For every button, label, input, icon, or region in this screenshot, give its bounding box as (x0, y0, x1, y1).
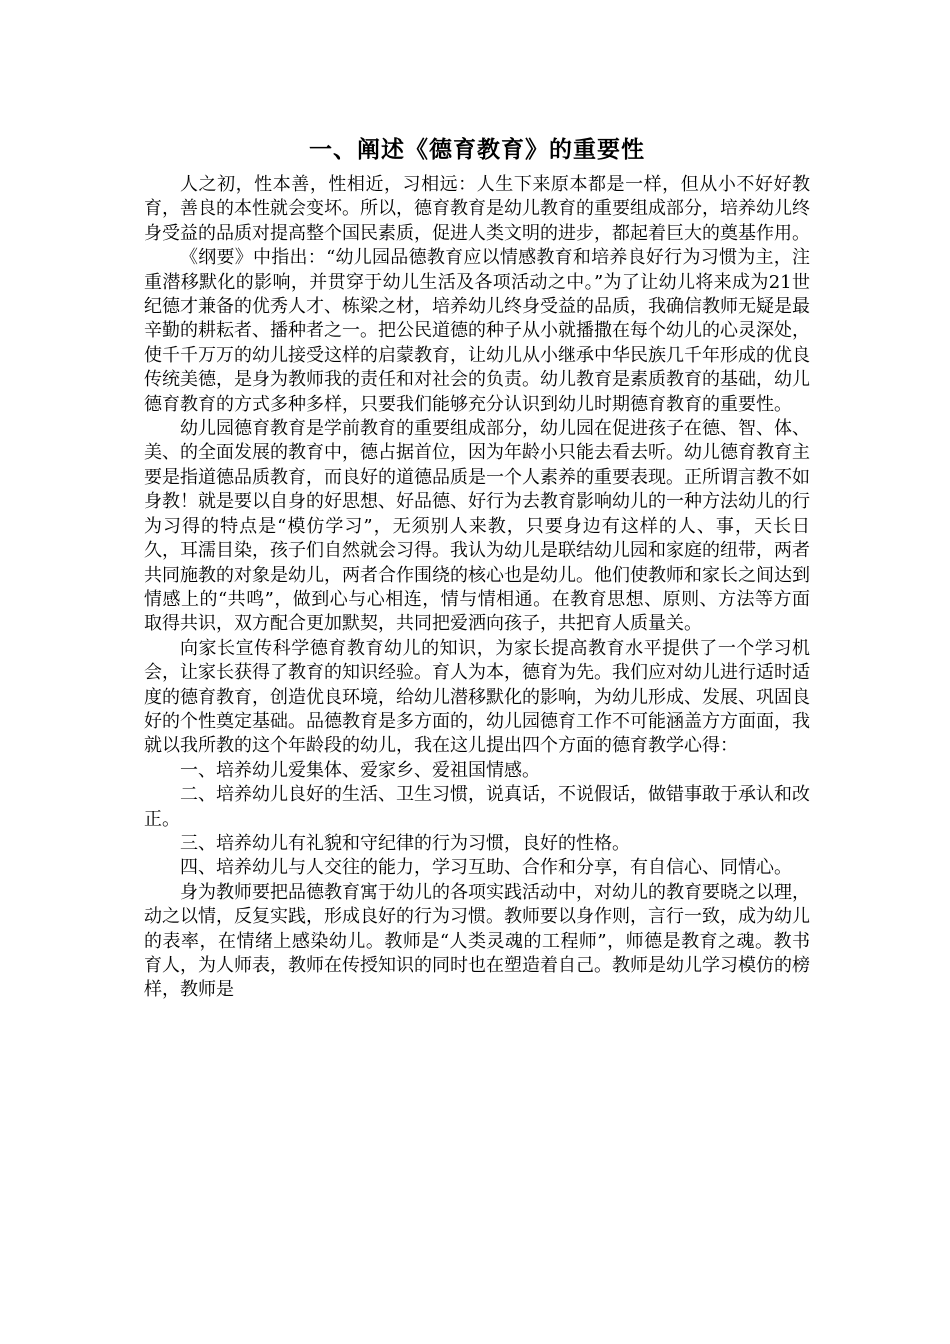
paragraph-teacher-role: 身为教师要把品德教育寓于幼儿的各项实践活动中，对幼儿的教育要晓之以理，动之以情，反复实践，形成良好的行为习惯。教师要以身作则，言行一致，成为幼儿的表率，在情绪上感染幼儿。教师是“人类灵魂的工程师”，师德是教育之魂。教书育人，为人师表，教师在传授知识的同时也在塑造着自己。教师是幼儿学习模仿的榜样，教师是 (144, 881, 810, 1001)
paragraph-importance-intro: 人之初，性本善，性相近，习相远：人生下来原本都是一样，但从小不好好教育，善良的本性就会变坏。所以，德育教育是幼儿教育的重要组成部分，培养幼儿终身受益的品质对提高整个国民素质，促进人类文明的进步，都起着巨大的奠基作用。 (144, 174, 810, 244)
list-item-point-2: 二、培养幼儿良好的生活、卫生习惯，说真话，不说假话，做错事敢于承认和改正。 (144, 784, 810, 830)
document-body (144, 133, 810, 1003)
paragraph-kindergarten-moral-education: 幼儿园德育教育是学前教育的重要组成部分，幼儿园在促进孩子在德、智、体、美、的全面发展的教育中，德占据首位，因为年龄小只能去看去听。幼儿德育教育主要是指道德品质教育，而良好的道德品质是一个人素养的重要表现。正所谓言教不如身教！就是要以自身的好思想、好品德、好行为去教育影响幼儿的一种方法幼儿的行为习得的特点是“模仿学习”，无须别人来教，只要身边有这样的人、事，天长日久，耳濡目染，孩子们自然就会习得。我认为幼儿是联结幼儿园和家庭的纽带，两者共同施教的对象是幼儿，两者合作围绕的核心也是幼儿。他们使教师和家长之间达到情感上的“共鸣”，做到心与心相连，情与情相通。在教育思想、原则、方法等方面取得共识，双方配合更加默契，共同把爱洒向孩子，共把育人质量关。 (144, 418, 810, 635)
list-item-point-3: 三、培养幼儿有礼貌和守纪律的行为习惯，良好的性格。 (180, 832, 630, 854)
list-item-point-4: 四、培养幼儿与人交往的能力，学习互助、合作和分享，有自信心、同情心。 (180, 857, 792, 879)
paragraph-parent-outreach: 向家长宣传科学德育教育幼儿的知识，为家长提高教育水平提供了一个学习机会，让家长获得了教育的知识经验。育人为本，德育为先。我们应对幼儿进行适时适度的德育教育，创造优良环境，给幼儿潜移默化的影响，为幼儿形成、发展、巩固良好的个性奠定基础。品德教育是多方面的，幼儿园德育工作不可能涵盖方方面面，我就以我所教的这个年龄段的幼儿，我在这儿提出四个方面的德育教学心得： (144, 637, 810, 757)
paragraph-outline-quote: 《纲要》中指出：“幼儿园品德教育应以情感教育和培养良好行为习惯为主，注重潜移默化的影响，并贯穿于幼儿生活及各项活动之中。”为了让幼儿将来成为21世纪德才兼备的优秀人才、栋梁之材，培养幼儿终身受益的品质，我确信教师无疑是最辛勤的耕耘者、播种者之一。把公民道德的种子从小就播撒在每个幼儿的心灵深处，使千千万万的幼儿接受这样的启蒙教育，让幼儿从小继承中华民族几千年形成的优良传统美德，是身为教师我的责任和对社会的负责。幼儿教育是素质教育的基础，幼儿德育教育的方式多种多样，只要我们能够充分认识到幼儿时期德育教育的重要性。 (144, 247, 810, 415)
document-title: 一、阐述《德育教育》的重要性 (309, 137, 645, 163)
list-item-point-1: 一、培养幼儿爱集体、爱家乡、爱祖国情感。 (180, 759, 540, 781)
